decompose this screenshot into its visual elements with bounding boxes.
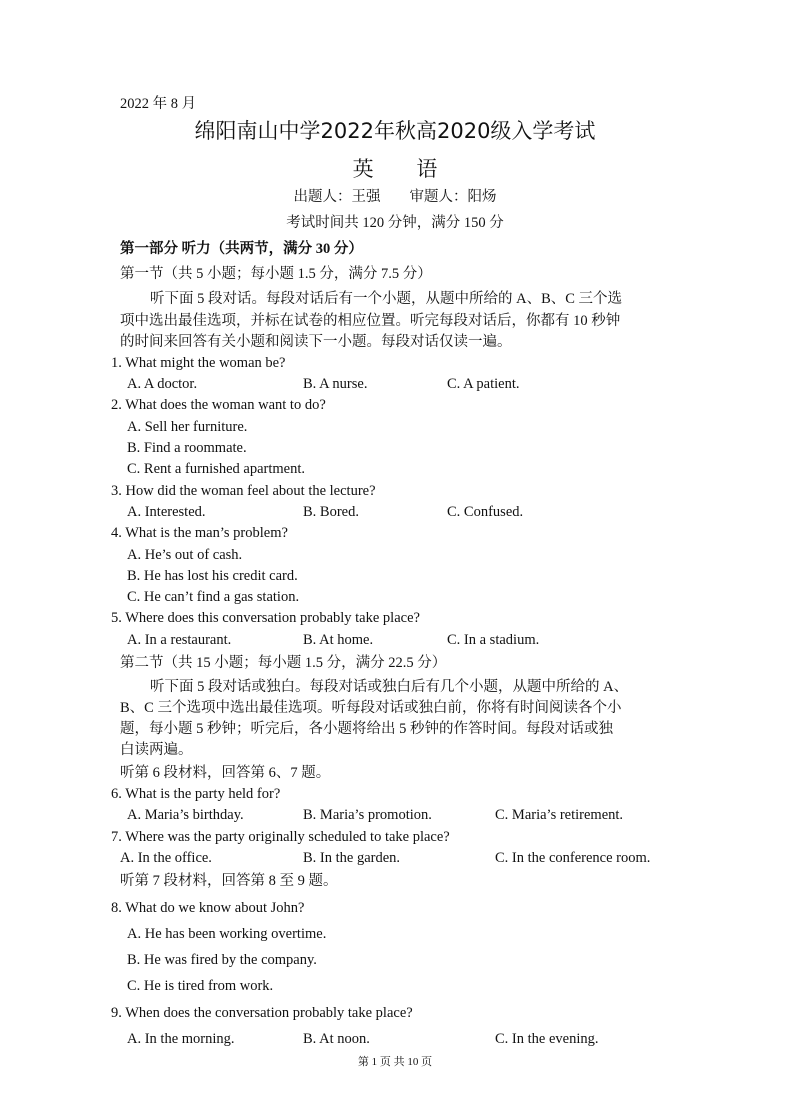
question-8-option-a: A. He has been working overtime. [127,926,327,942]
question-2-option-c: C. Rent a furnished apartment. [127,461,305,477]
question-4-option-a: A. He’s out of cash. [127,547,243,563]
exam-date: 2022 年 8 月 [120,96,197,112]
question-9-option-b: B. At noon. [303,1031,370,1047]
question-2-option-b: B. Find a roommate. [127,440,247,456]
section2-instructions-line4: 白读两遍。 [120,742,193,758]
section2-heading: 第二节（共 15 小题；每小题 1.5 分，满分 22.5 分） [120,655,447,671]
question-9-stem: 9. When does the conversation probably take place? [111,1005,413,1021]
question-1-stem: 1. What might the woman be? [111,355,286,371]
material-6-note: 听第 6 段材料，回答第 6、7 题。 [120,765,331,781]
question-8-option-c: C. He is tired from work. [127,978,274,994]
question-6-stem: 6. What is the party held for? [111,786,281,802]
question-2-stem: 2. What does the woman want to do? [111,397,326,413]
question-8-option-b: B. He was fired by the company. [127,952,317,968]
exam-title: 绵阳南山中学2022年秋高2020级入学考试 [194,119,596,143]
question-5-option-b: B. At home. [303,632,374,648]
question-5-stem: 5. Where does this conversation probably take place? [111,610,420,626]
question-7-option-b: B. In the garden. [303,850,401,866]
question-1-option-a: A. A doctor. [127,376,198,392]
section2-instructions-line3: 题，每小题 5 秒钟；听完后，各小题将给出 5 秒钟的作答时间。每段对话或独 [120,721,613,737]
question-6-option-c: C. Maria’s retirement. [495,807,624,823]
question-6-option-b: B. Maria’s promotion. [303,807,432,823]
authors-line: 出题人：王强 审题人：阳炀 [293,189,497,205]
question-3-option-b: B. Bored. [303,504,359,520]
question-1-option-b: B. A nurse. [303,376,368,392]
question-2-option-a: A. Sell her furniture. [127,419,248,435]
material-7-note: 听第 7 段材料，回答第 8 至 9 题。 [120,873,338,889]
section2-instructions-line2: B、C 三个选项中选出最佳选项。听每段对话或独白前，你将有时间阅读各个小 [120,700,622,716]
question-5-option-c: C. In a stadium. [447,632,540,648]
question-5-option-a: A. In a restaurant. [127,632,232,648]
question-3-stem: 3. How did the woman feel about the lecture? [111,483,376,499]
question-7-stem: 7. Where was the party originally scheduled to take place? [111,829,450,845]
section1-instructions-line2: 项中选出最佳选项，并标在试卷的相应位置。听完每段对话后，你都有 10 秒钟 [120,313,621,329]
question-1-option-c: C. A patient. [447,376,520,392]
section1-instructions-line3: 的时间来回答有关小题和阅读下一小题。每段对话仅读一遍。 [120,334,512,350]
part1-heading: 第一部分 听力（共两节，满分 30 分） [120,241,363,257]
question-3-option-c: C. Confused. [447,504,524,520]
question-4-option-c: C. He can’t find a gas station. [127,589,300,605]
question-4-option-b: B. He has lost his credit card. [127,568,298,584]
subject-title: 英 语 [352,157,456,181]
question-7-option-a: A. In the office. [120,850,212,866]
question-9-option-a: A. In the morning. [127,1031,235,1047]
section1-heading: 第一节（共 5 小题；每小题 1.5 分，满分 7.5 分） [120,266,432,282]
section2-instructions-line1: 听下面 5 段对话或独白。每段对话或独白后有几个小题，从题中所给的 A、 [150,679,629,695]
question-7-option-c: C. In the conference room. [495,850,651,866]
page-footer: 第 1 页 共 10 页 [357,1056,433,1068]
question-3-option-a: A. Interested. [127,504,206,520]
section1-instructions-line1: 听下面 5 段对话。每段对话后有一个小题，从题中所给的 A、B、C 三个选 [150,291,623,307]
question-6-option-a: A. Maria’s birthday. [127,807,244,823]
question-8-stem: 8. What do we know about John? [111,900,305,916]
time-info: 考试时间共 120 分钟，满分 150 分 [286,215,504,231]
question-4-stem: 4. What is the man’s problem? [111,525,288,541]
question-9-option-c: C. In the evening. [495,1031,599,1047]
